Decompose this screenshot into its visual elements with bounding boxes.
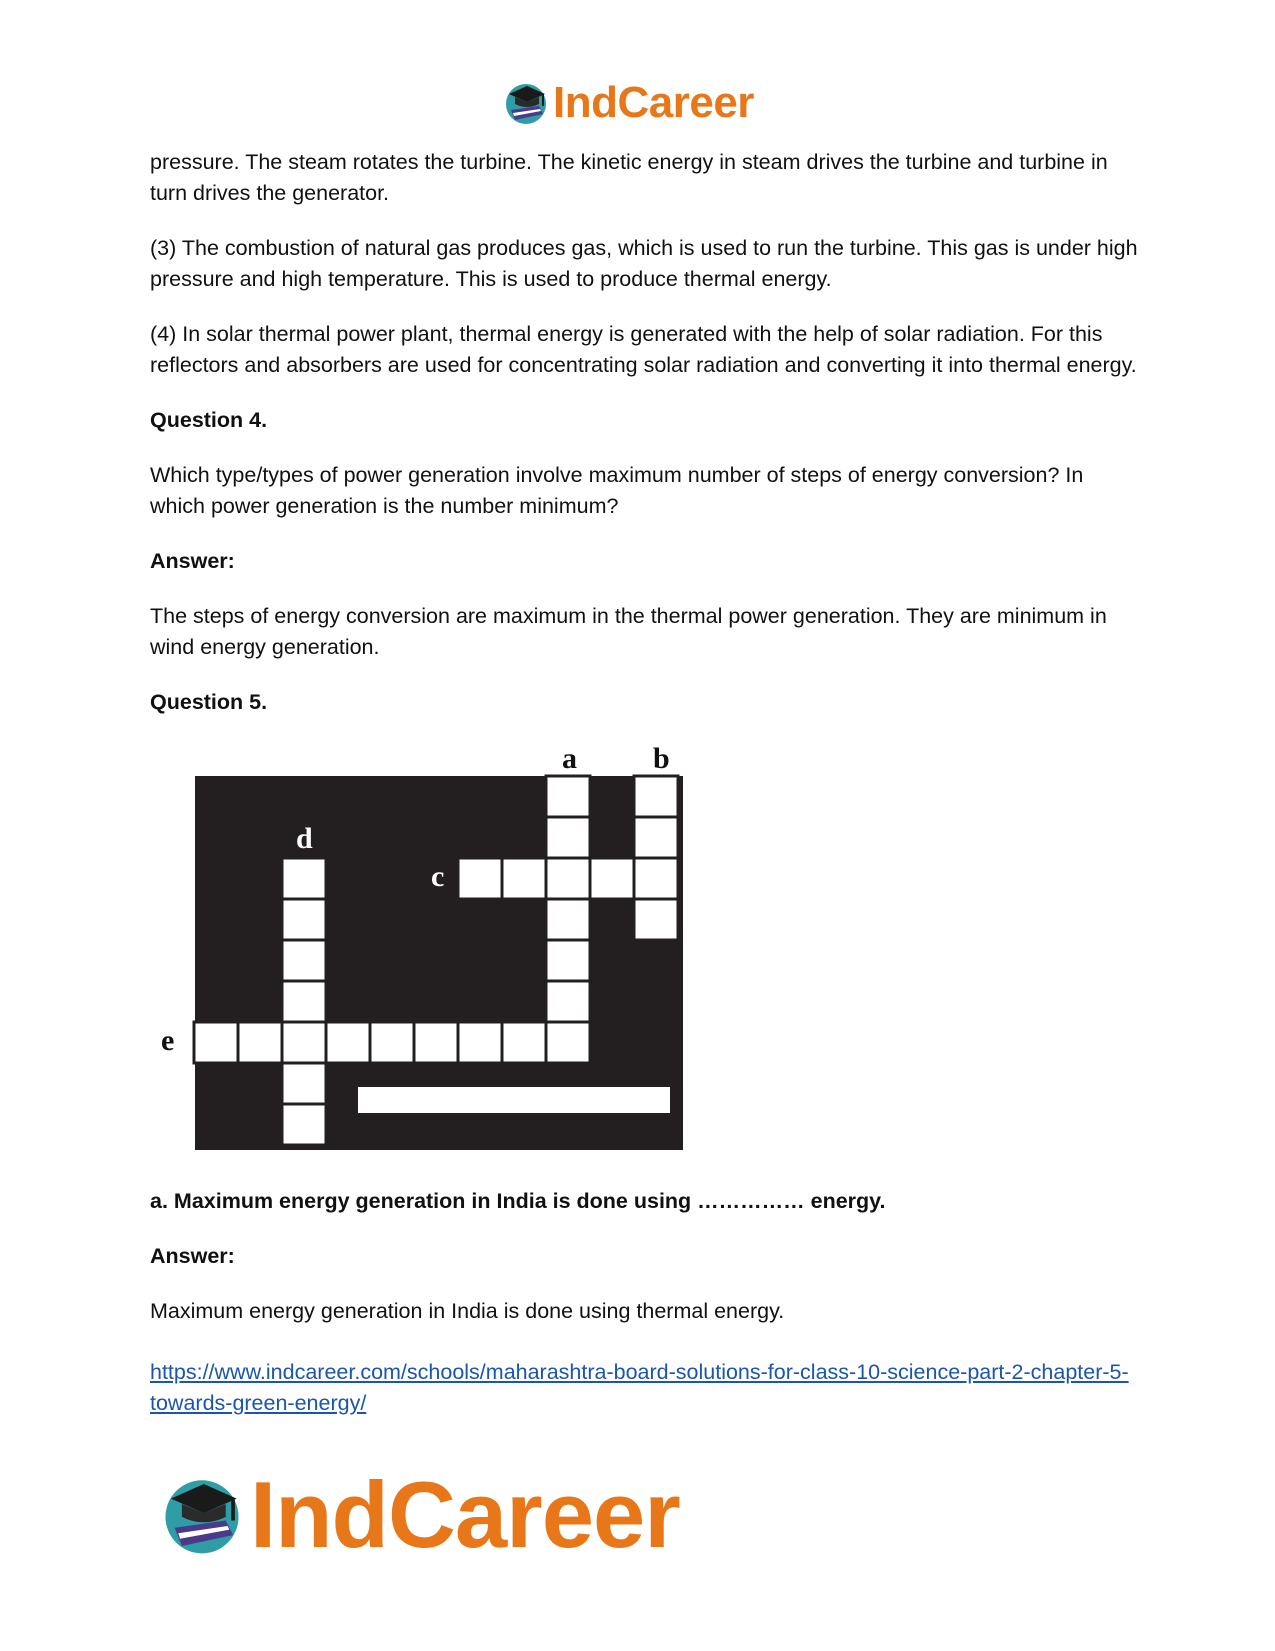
paragraph-natural-gas: (3) The combustion of natural gas produces gas, which is used to run the turbine. This gas is under high pressure and high temperature. This is used to produce thermal energy. bbox=[150, 236, 1138, 291]
question-5-heading: Question 5. bbox=[150, 690, 268, 714]
question-4-answer-label: Answer: bbox=[150, 549, 235, 573]
document-body bbox=[150, 147, 1140, 1419]
crossword-label-a: a bbox=[562, 742, 577, 775]
footer-logo bbox=[160, 1462, 680, 1567]
crossword-label-d: d bbox=[296, 822, 313, 855]
crossword-label-b: b bbox=[653, 742, 670, 775]
header-logo bbox=[503, 80, 754, 126]
crossword-label-e: e bbox=[161, 1024, 175, 1057]
logo-wordmark: IndCareer bbox=[553, 78, 754, 127]
crossword-puzzle bbox=[150, 736, 710, 1156]
logo-wordmark: IndCareer bbox=[250, 1462, 680, 1567]
question-5a-text: a. Maximum energy generation in India is done using …………… energy. bbox=[150, 1189, 886, 1213]
source-link[interactable]: https://www.indcareer.com/schools/maharashtra-board-solutions-for-class-10-science-part-2-chapter-5-towards-green-energy/ bbox=[150, 1360, 1129, 1415]
graduation-cap-book-icon bbox=[160, 1473, 244, 1557]
question-4-heading: Question 4. bbox=[150, 408, 268, 432]
source-link-paragraph bbox=[150, 1357, 1140, 1419]
crossword-grid bbox=[150, 736, 710, 1156]
question-4-answer: The steps of energy conversion are maximum in the thermal power generation. They are minimum in wind energy generation. bbox=[150, 604, 1107, 659]
paragraph-turbine: pressure. The steam rotates the turbine. The kinetic energy in steam drives the turbine and turbine in turn drives the generator. bbox=[150, 150, 1108, 205]
question-4-text: Which type/types of power generation involve maximum number of steps of energy conversion? In which power generation is the number minimum? bbox=[150, 463, 1084, 518]
crossword-label-c: c bbox=[431, 860, 445, 893]
graduation-cap-book-icon bbox=[503, 80, 549, 126]
question-5a-answer: Maximum energy generation in India is done using thermal energy. bbox=[150, 1299, 785, 1323]
paragraph-solar-thermal: (4) In solar thermal power plant, thermal energy is generated with the help of solar radiation. For this reflectors and absorbers are used for concentrating solar radiation and converting it into thermal energy. bbox=[150, 322, 1137, 377]
question-5a-answer-label: Answer: bbox=[150, 1244, 235, 1268]
